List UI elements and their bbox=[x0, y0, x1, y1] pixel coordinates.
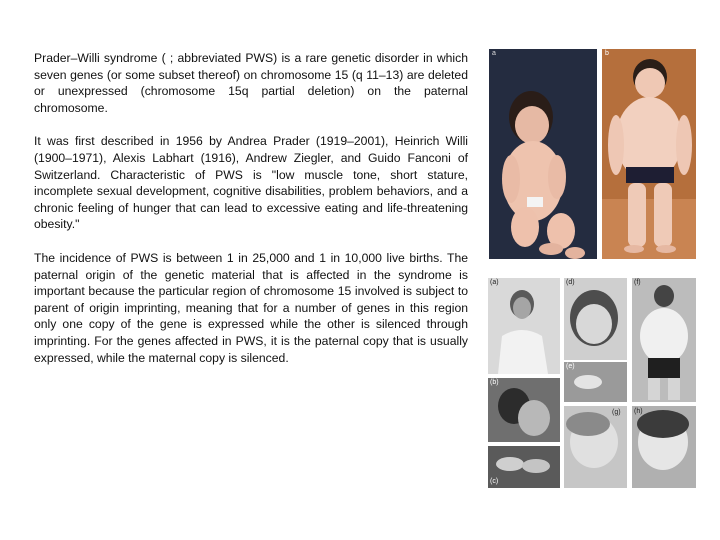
figure-label: (e) bbox=[566, 363, 575, 370]
photo-composite-grayscale bbox=[488, 278, 696, 488]
photo-standing-boy bbox=[602, 49, 696, 259]
figure-label: a bbox=[492, 50, 496, 57]
figure-label: b bbox=[605, 50, 609, 57]
figure-label: (c) bbox=[490, 478, 499, 485]
figure-label: (d) bbox=[566, 279, 575, 286]
paragraph-intro: Prader–Willi syndrome ( ; abbreviated PWS) is a rare genetic disorder in which seven genes (or some subset thereof) on chromosome 15 (q 11–13) are deleted or unexpressed (chromosome 15q partial deletion) on the paternal chromosome. bbox=[34, 51, 468, 115]
figure-label: (b) bbox=[490, 379, 499, 386]
figure-label: (h) bbox=[634, 408, 643, 415]
figure-label: (f) bbox=[634, 279, 641, 286]
paragraph-history: It was first described in 1956 by Andrea Prader (1919–2001), Heinrich Willi (1900–1971), Alexis Labhart (1916), Andrew Ziegler, and Guido Fanconi of Switzerland. Characteristic of PWS is "low muscle tone, short stature, incomplete sexual development, cognitive disabilities, problem behaviors, and a chronic feeling of hunger that can lead to excessive eating and life-threatening obesity." bbox=[34, 134, 468, 232]
photo-toddler-seated bbox=[489, 49, 597, 259]
body-text bbox=[34, 50, 468, 383]
paragraph-incidence: The incidence of PWS is between 1 in 25,000 and 1 in 10,000 live births. The paternal origin of the genetic material that is affected in the syndrome is important because the particular region of chromosome 15 involved is subject to parent of origin imprinting, meaning that for a number of genes in this region only one copy of the gene is expressed while the other is silenced through imprinting. For the genes affected in PWS, it is the paternal copy that is usually expressed, while the maternal copy is silenced. bbox=[34, 250, 468, 365]
figure-label: (g) bbox=[612, 409, 621, 416]
figure-label: (a) bbox=[490, 279, 499, 286]
